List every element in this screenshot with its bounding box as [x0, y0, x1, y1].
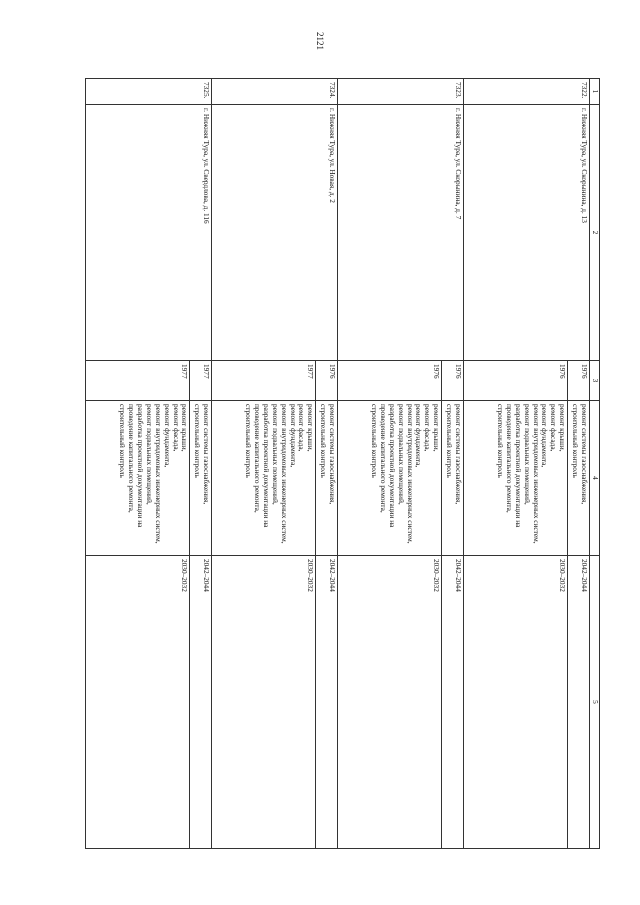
address-cell: г. Нижняя Тура, ул. Свердлова, д. 116 — [86, 105, 212, 361]
period-cell: 2042–2044 — [568, 556, 589, 849]
row-number: 7322. — [463, 79, 589, 105]
header-col-2: 2 — [589, 105, 599, 361]
header-col-1: 1 — [589, 79, 599, 105]
period-cell: 2030–2032 — [337, 556, 441, 849]
row-number: 7324. — [211, 79, 337, 105]
works-cell: ремонт крыши, ремонт фасада, ремонт фундамента, ремонт внутридомовых инженерных систем, ремонт подвальных помещений, разработка проектной документации на проведение капитального ремонта, строительный контроль — [337, 401, 441, 556]
table-row — [190, 79, 211, 849]
works-cell: ремонт крыши, ремонт фасада, ремонт фундамента, ремонт внутридомовых инженерных систем, ремонт подвальных помещений, разработка проектной документации на проведение капитального ремонта, строительный контроль — [211, 401, 315, 556]
table-row — [316, 79, 337, 849]
header-col-4: 4 — [589, 401, 599, 556]
period-cell: 2042–2044 — [316, 556, 337, 849]
year-cell: 1976 — [337, 361, 441, 401]
address-cell: г. Нижняя Тура, ул. Скорынина, д. 7 — [337, 105, 463, 361]
works-cell: ремонт системы газоснабжения, строительный контроль — [442, 401, 463, 556]
page-number — [0, 33, 640, 53]
period-cell: 2030–2032 — [211, 556, 315, 849]
year-cell: 1976 — [568, 361, 589, 401]
row-number: 7325. — [86, 79, 212, 105]
period-cell: 2030–2032 — [86, 556, 190, 849]
address-cell: г. Нижняя Тура, ул. Скорынина, д. 13 — [463, 105, 589, 361]
page-number-text: 2121 — [315, 32, 325, 50]
header-col-3: 3 — [589, 361, 599, 401]
capital-repair-table — [85, 78, 600, 849]
rotated-table-container — [85, 78, 600, 848]
year-cell: 1976 — [463, 361, 567, 401]
address-cell: г. Нижняя Тура, ул. Новая, д. 2 — [211, 105, 337, 361]
period-cell: 2042–2044 — [190, 556, 211, 849]
year-cell: 1977 — [190, 361, 211, 401]
header-row — [589, 79, 599, 849]
period-cell: 2030–2032 — [463, 556, 567, 849]
table-row — [568, 79, 589, 849]
period-cell: 2042–2044 — [442, 556, 463, 849]
table-row — [442, 79, 463, 849]
row-number: 7323. — [337, 79, 463, 105]
year-cell: 1976 — [316, 361, 337, 401]
works-cell: ремонт крыши, ремонт фасада, ремонт фундамента, ремонт внутридомовых инженерных систем, ремонт подвальных помещений, разработка проектной документации на проведение капитального ремонта, строительный контроль — [86, 401, 190, 556]
year-cell: 1976 — [442, 361, 463, 401]
year-cell: 1977 — [86, 361, 190, 401]
works-cell: ремонт крыши, ремонт фасада, ремонт фундамента, ремонт внутридомовых инженерных систем, ремонт подвальных помещений, разработка проектной документации на проведение капитального ремонта, строительный контроль — [463, 401, 567, 556]
year-cell: 1977 — [211, 361, 315, 401]
works-cell: ремонт системы газоснабжения, строительный контроль — [190, 401, 211, 556]
works-cell: ремонт системы газоснабжения, строительный контроль — [568, 401, 589, 556]
header-col-5: 5 — [589, 556, 599, 849]
works-cell: ремонт системы газоснабжения, строительный контроль — [316, 401, 337, 556]
document-table-area — [85, 78, 600, 848]
